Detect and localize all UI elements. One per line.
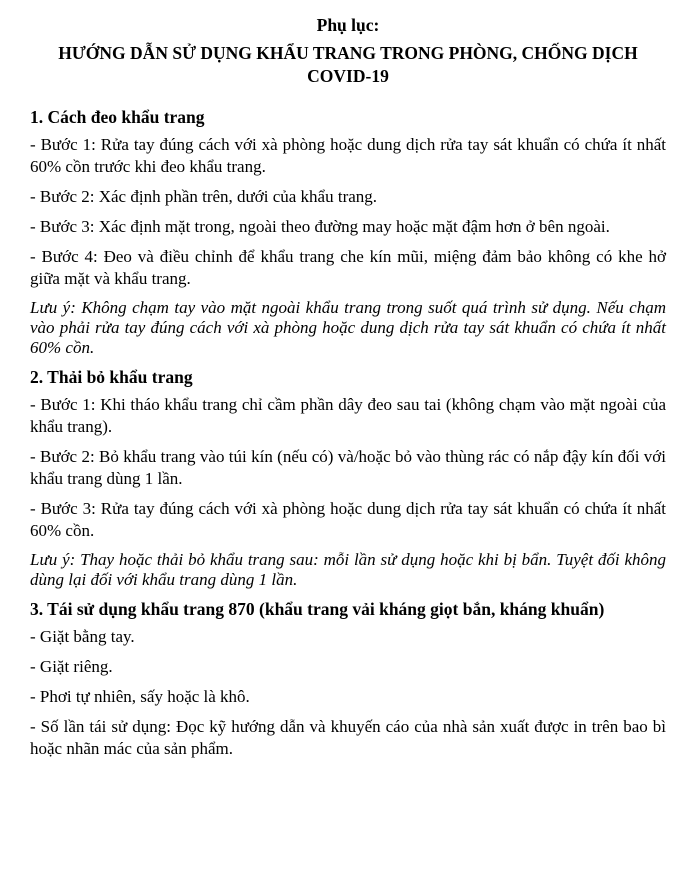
list-item: - Số lần tái sử dụng: Đọc kỹ hướng dẫn và khuyến cáo của nhà sản xuất được in trên bao bì hoặc nhãn mác của sản phẩm. xyxy=(30,717,666,758)
step-item: - Bước 1: Khi tháo khẩu trang chỉ cầm phần dây đeo sau tai (không chạm vào mặt ngoài của khẩu trang). xyxy=(30,395,666,436)
step-item: - Bước 4: Đeo và điều chỉnh để khẩu trang che kín mũi, miệng đảm bảo không có khe hở giữa mặt và khẩu trang. xyxy=(30,247,666,288)
section-heading: 2. Thải bỏ khẩu trang xyxy=(30,367,193,387)
note: Lưu ý: Không chạm tay vào mặt ngoài khẩu trang trong suốt quá trình sử dụng. Nếu chạm vào phải rửa tay đúng cách với xà phòng hoặc dung dịch rửa tay sát khuẩn có chứa ít nhất 60% cồn. xyxy=(30,298,666,357)
section-heading: 3. Tái sử dụng khẩu trang 870 (khẩu trang vải kháng giọt bắn, kháng khuẩn) xyxy=(30,599,605,619)
list-item: - Giặt bằng tay. xyxy=(30,627,135,646)
note: Lưu ý: Thay hoặc thải bỏ khẩu trang sau: mỗi lần sử dụng hoặc khi bị bẩn. Tuyệt đối không dùng lại đối với khẩu trang dùng 1 lần. xyxy=(30,550,666,589)
section-mask-disposal xyxy=(30,366,666,590)
list-item: - Phơi tự nhiên, sấy hoặc là khô. xyxy=(30,687,250,706)
step-item: - Bước 3: Rửa tay đúng cách với xà phòng hoặc dung dịch rửa tay sát khuẩn có chứa ít nhất 60% cồn. xyxy=(30,499,666,540)
section-mask-wearing xyxy=(30,106,666,358)
step-item: - Bước 1: Rửa tay đúng cách với xà phòng hoặc dung dịch rửa tay sát khuẩn có chứa ít nhất 60% cồn trước khi đeo khẩu trang. xyxy=(30,135,666,176)
step-item: - Bước 3: Xác định mặt trong, ngoài theo đường may hoặc mặt đậm hơn ở bên ngoài. xyxy=(30,217,610,236)
document-title: HƯỚNG DẪN SỬ DỤNG KHẨU TRANG TRONG PHÒNG, CHỐNG DỊCH COVID-19 xyxy=(58,43,638,86)
appendix-label: Phụ lục: xyxy=(316,15,380,35)
section-heading: 1. Cách đeo khẩu trang xyxy=(30,107,205,127)
section-mask-reuse xyxy=(30,598,666,760)
step-item: - Bước 2: Xác định phần trên, dưới của khẩu trang. xyxy=(30,187,378,206)
list-item: - Giặt riêng. xyxy=(30,657,113,676)
step-item: - Bước 2: Bỏ khẩu trang vào túi kín (nếu có) và/hoặc bỏ vào thùng rác có nắp đậy kín đối với khẩu trang dùng 1 lần. xyxy=(30,447,666,488)
